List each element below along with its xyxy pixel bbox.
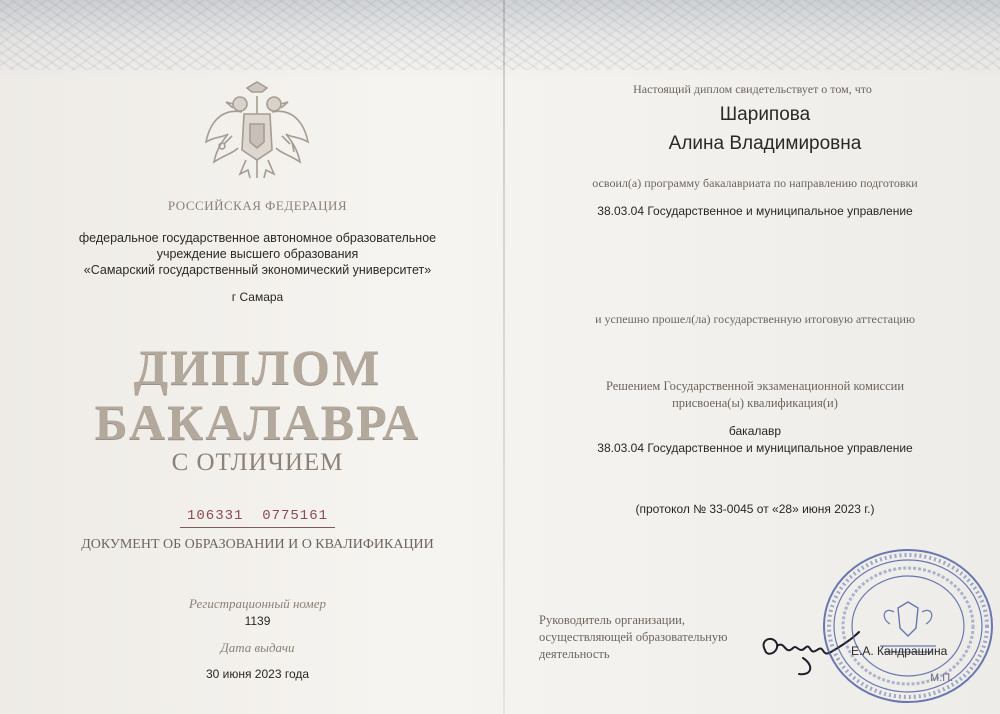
diploma-right-page <box>505 0 1000 714</box>
issue-date: 30 июня 2023 года <box>205 667 310 681</box>
graduate-given-names: Алина Владимировна <box>668 133 862 154</box>
city: г Самара <box>231 290 284 304</box>
attestation-text: и успешно прошел(ла) государственную итоговую аттестацию <box>595 312 915 326</box>
serial-number: 106331 0775161 <box>186 508 329 524</box>
head-line-2: осуществляющей образовательную <box>539 630 728 644</box>
diploma-title-line-1: ДИПЛОМ <box>133 339 382 395</box>
decision-line-2: присвоена(ы) квалификация(и) <box>672 396 838 410</box>
head-line-1: Руководитель организации, <box>539 613 685 627</box>
intro-text: Настоящий диплом свидетельствует о том, что <box>633 82 872 96</box>
qualification-program: 38.03.04 Государственное и муниципальное управление <box>597 441 913 455</box>
institution-line-3: «Самарский государственный экономический университет» <box>83 263 432 277</box>
signer-name: Е.А. Кандрашина <box>851 644 948 658</box>
country-name: РОССИЙСКАЯ ФЕДЕРАЦИЯ <box>167 198 348 213</box>
decision-line-1: Решением Государственной экзаменационной комиссии <box>605 379 905 393</box>
qualification: бакалавр <box>728 424 782 438</box>
diploma-title-line-2: БАКАЛАВРА <box>94 394 421 450</box>
graduate-surname: Шарипова <box>719 104 811 125</box>
institution-line-2: учреждение высшего образования <box>156 247 359 261</box>
registration-number-label: Регистрационный номер <box>189 596 326 611</box>
mastered-program-text: освоил(а) программу бакалавриата по направлению подготовки <box>592 176 918 190</box>
issue-date-label: Дата выдачи <box>220 640 295 655</box>
protocol-reference: (протокол № 33-0045 от «28» июня 2023 г.) <box>635 502 875 516</box>
honors-label: С ОТЛИЧИЕМ <box>171 449 344 476</box>
organization-head-title <box>539 612 769 663</box>
institution-name <box>60 230 455 278</box>
double-headed-eagle-emblem-icon <box>202 78 312 198</box>
stamp-place-mark: М.П. <box>930 672 954 684</box>
registration-number: 1139 <box>244 614 271 628</box>
study-program: 38.03.04 Государственное и муниципальное управление <box>597 204 913 218</box>
serial-underline <box>180 527 335 528</box>
head-line-3: деятельность <box>539 647 610 661</box>
document-type: ДОКУМЕНТ ОБ ОБРАЗОВАНИИ И О КВАЛИФИКАЦИИ <box>81 537 434 552</box>
commission-decision <box>565 378 945 412</box>
institution-line-1: федеральное государственное автономное образовательное <box>78 231 437 245</box>
